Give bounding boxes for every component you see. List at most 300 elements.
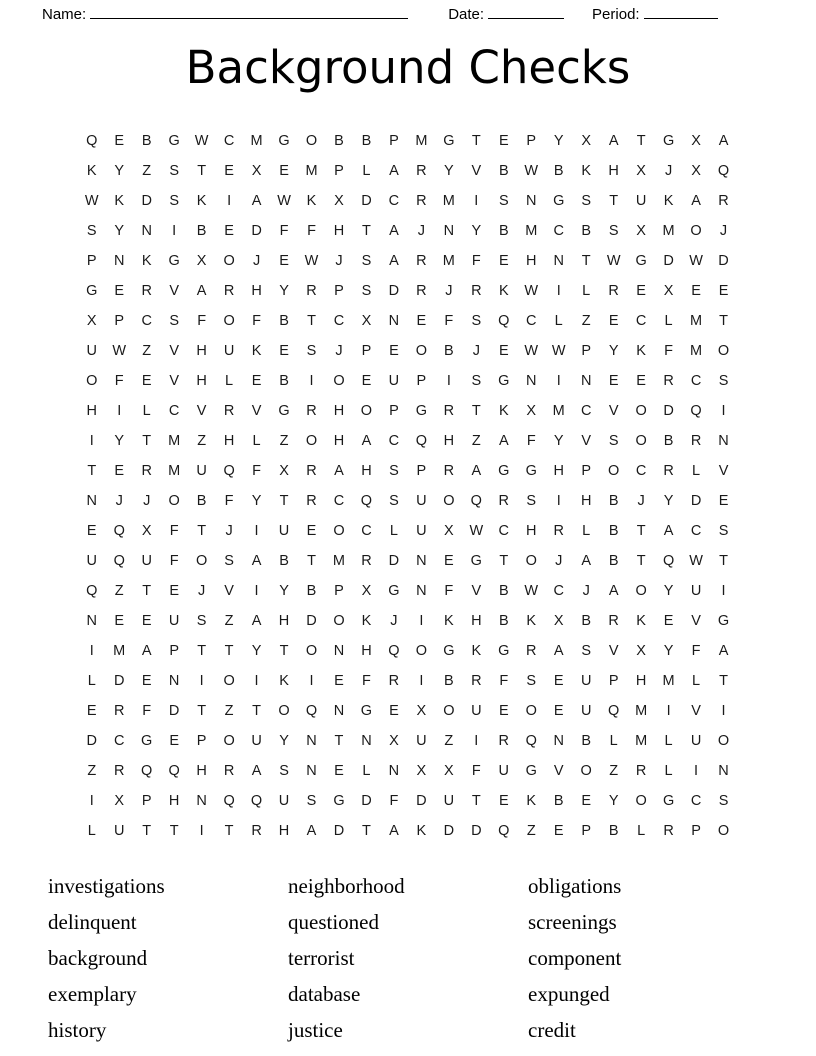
grid-cell[interactable]: E [141,613,153,629]
word-list-item[interactable]: investigations [48,874,165,898]
grid-cell[interactable]: Q [168,763,181,779]
grid-cell[interactable]: J [198,583,206,599]
grid-cell[interactable]: U [113,823,125,839]
word-list-item[interactable]: exemplary [48,982,137,1006]
grid-cell[interactable]: E [114,283,125,299]
grid-cell[interactable]: O [443,493,455,509]
grid-cell[interactable]: S [608,433,619,449]
grid-cell[interactable]: L [252,433,262,449]
grid-cell[interactable]: Y [444,163,455,179]
grid-cell[interactable]: I [556,493,562,509]
grid-cell[interactable]: O [360,403,373,419]
grid-cell[interactable]: X [691,163,702,179]
grid-cell[interactable]: P [581,463,592,479]
grid-cell[interactable]: P [526,133,537,149]
grid-cell[interactable]: Y [279,733,290,749]
grid-cell[interactable]: V [608,403,619,419]
grid-cell[interactable]: C [223,133,235,149]
grid-cell[interactable]: X [334,193,345,209]
grid-cell[interactable]: Q [662,553,675,569]
grid-cell[interactable]: E [361,373,372,389]
grid-cell[interactable]: D [306,613,318,629]
grid-cell[interactable]: M [305,163,319,179]
grid-cell[interactable]: D [416,793,428,809]
grid-cell[interactable]: I [254,583,260,599]
grid-cell[interactable]: G [141,733,153,749]
grid-cell[interactable]: I [446,373,452,389]
grid-cell[interactable]: V [224,583,235,599]
grid-cell[interactable]: D [690,493,702,509]
grid-cell[interactable]: K [498,403,510,419]
word-list-item[interactable]: expunged [528,982,610,1006]
grid-cell[interactable]: A [553,643,565,659]
grid-cell[interactable]: I [419,673,424,689]
grid-cell[interactable]: Q [498,313,510,329]
grid-cell[interactable]: F [444,313,454,329]
grid-cell[interactable]: L [142,403,152,419]
grid-cell[interactable]: J [225,523,234,539]
grid-cell[interactable]: B [581,613,592,629]
grid-cell[interactable]: E [114,463,125,479]
grid-cell[interactable]: N [86,493,98,509]
grid-cell[interactable]: U [278,793,290,809]
grid-cell[interactable]: B [279,313,290,329]
grid-cell[interactable]: K [663,193,674,209]
grid-cell[interactable]: H [361,463,373,479]
grid-cell[interactable]: T [279,643,289,659]
grid-cell[interactable]: V [169,343,180,359]
grid-cell[interactable]: J [335,253,344,269]
grid-cell[interactable]: H [196,373,208,389]
grid-cell[interactable]: E [498,133,510,149]
grid-cell[interactable]: Y [251,493,262,509]
grid-cell[interactable]: N [113,253,125,269]
grid-cell[interactable]: E [498,703,510,719]
grid-cell[interactable]: J [335,343,344,359]
grid-cell[interactable]: N [388,313,400,329]
grid-cell[interactable]: G [86,283,98,299]
grid-cell[interactable]: V [608,643,619,659]
grid-cell[interactable]: F [169,553,180,569]
grid-cell[interactable]: Q [717,163,730,179]
grid-cell[interactable]: M [552,403,566,419]
grid-cell[interactable]: O [635,583,648,599]
grid-cell[interactable]: A [389,253,400,269]
grid-cell[interactable]: E [608,313,619,329]
grid-cell[interactable]: Q [141,763,153,779]
grid-cell[interactable]: S [306,793,317,809]
grid-cell[interactable]: O [415,343,428,359]
grid-cell[interactable]: N [416,583,428,599]
grid-cell[interactable]: I [556,373,562,389]
grid-cell[interactable]: P [389,403,400,419]
grid-cell[interactable]: A [608,583,619,599]
grid-cell[interactable]: R [416,283,428,299]
grid-cell[interactable]: Z [581,313,592,329]
grid-cell[interactable]: A [718,643,729,659]
grid-cell[interactable]: S [581,193,592,209]
grid-cell[interactable]: T [609,193,619,209]
grid-cell[interactable]: Y [608,343,619,359]
grid-cell[interactable]: O [168,493,181,509]
grid-cell[interactable]: T [197,523,207,539]
word-list-item[interactable]: database [288,982,361,1006]
grid-cell[interactable]: I [721,583,727,599]
grid-cell[interactable]: E [86,523,98,539]
grid-cell[interactable]: B [608,523,619,539]
grid-cell[interactable]: X [141,523,153,539]
grid-cell[interactable]: E [691,283,702,299]
grid-cell[interactable]: T [197,643,207,659]
grid-cell[interactable]: Y [553,133,565,149]
grid-cell[interactable]: O [525,553,538,569]
grid-cell[interactable]: A [663,523,674,539]
grid-cell[interactable]: G [525,463,538,479]
grid-cell[interactable]: R [306,463,318,479]
grid-cell[interactable]: E [169,583,180,599]
grid-cell[interactable]: N [306,763,318,779]
word-list-item[interactable]: credit [528,1018,576,1042]
grid-cell[interactable]: H [251,283,263,299]
grid-cell[interactable]: P [416,463,427,479]
grid-cell[interactable]: Z [197,433,207,449]
grid-cell[interactable]: M [113,643,126,659]
grid-cell[interactable]: G [278,403,291,419]
grid-cell[interactable]: Q [113,553,126,569]
grid-cell[interactable]: D [141,193,153,209]
grid-cell[interactable]: I [309,373,315,389]
grid-cell[interactable]: P [608,673,619,689]
grid-cell[interactable]: H [278,613,290,629]
grid-cell[interactable]: N [361,733,373,749]
grid-cell[interactable]: X [444,523,455,539]
grid-cell[interactable]: M [662,673,676,689]
grid-cell[interactable]: R [113,703,125,719]
grid-cell[interactable]: B [498,583,510,599]
grid-cell[interactable]: T [471,133,482,149]
grid-cell[interactable]: W [689,553,704,569]
grid-cell[interactable]: I [172,223,177,239]
grid-cell[interactable]: E [553,703,565,719]
grid-cell[interactable]: X [86,313,98,329]
grid-cell[interactable]: Z [142,163,152,179]
grid-cell[interactable]: X [636,223,647,239]
grid-cell[interactable]: T [307,553,317,569]
grid-cell[interactable]: Y [663,643,674,659]
grid-cell[interactable]: K [444,613,455,629]
grid-cell[interactable]: F [224,493,235,509]
grid-cell[interactable]: K [279,673,290,689]
grid-cell[interactable]: E [718,283,729,299]
grid-cell[interactable]: A [389,823,400,839]
grid-cell[interactable]: B [581,223,592,239]
grid-cell[interactable]: Z [142,343,152,359]
grid-cell[interactable]: P [691,823,702,839]
grid-cell[interactable]: P [334,283,345,299]
grid-cell[interactable]: S [471,373,482,389]
grid-cell[interactable]: W [304,253,319,269]
grid-cell[interactable]: U [388,373,400,389]
grid-cell[interactable]: M [168,463,181,479]
grid-cell[interactable]: C [553,583,565,599]
grid-cell[interactable]: H [333,433,345,449]
grid-cell[interactable]: E [663,613,674,629]
grid-cell[interactable]: E [334,763,345,779]
grid-cell[interactable]: C [168,403,180,419]
grid-cell[interactable]: Z [87,763,97,779]
grid-cell[interactable]: R [416,253,428,269]
grid-cell[interactable]: O [635,793,648,809]
grid-cell[interactable]: R [306,283,318,299]
grid-cell[interactable]: Q [360,493,373,509]
grid-cell[interactable]: T [169,823,180,839]
grid-cell[interactable]: C [580,403,592,419]
grid-cell[interactable]: E [553,823,565,839]
grid-cell[interactable]: X [196,253,207,269]
grid-cell[interactable]: M [525,223,538,239]
grid-cell[interactable]: O [525,703,538,719]
grid-cell[interactable]: O [195,553,208,569]
grid-cell[interactable]: X [553,613,565,629]
grid-cell[interactable]: F [142,703,152,719]
grid-cell[interactable]: D [333,823,345,839]
grid-cell[interactable]: G [360,703,373,719]
grid-cell[interactable]: M [662,223,676,239]
grid-cell[interactable]: K [498,283,510,299]
grid-cell[interactable]: N [86,613,98,629]
grid-cell[interactable]: R [471,673,483,689]
grid-cell[interactable]: M [690,343,703,359]
grid-cell[interactable]: O [223,733,236,749]
grid-cell[interactable]: V [471,583,482,599]
grid-cell[interactable]: T [471,403,482,419]
grid-cell[interactable]: U [86,343,98,359]
grid-cell[interactable]: R [141,283,153,299]
grid-cell[interactable]: E [718,493,729,509]
grid-cell[interactable]: P [334,163,345,179]
grid-cell[interactable]: L [637,823,646,839]
grid-cell[interactable]: M [635,733,648,749]
grid-cell[interactable]: Q [305,703,318,719]
grid-cell[interactable]: Z [609,763,619,779]
grid-cell[interactable]: E [169,733,180,749]
grid-cell[interactable]: B [663,433,674,449]
grid-cell[interactable]: E [498,253,510,269]
grid-cell[interactable]: G [333,793,346,809]
grid-cell[interactable]: P [581,823,592,839]
grid-cell[interactable]: M [415,133,428,149]
grid-cell[interactable]: K [306,193,317,209]
grid-cell[interactable]: T [362,823,372,839]
grid-cell[interactable]: L [362,163,371,179]
grid-cell[interactable]: V [691,613,702,629]
grid-cell[interactable]: A [389,163,400,179]
grid-cell[interactable]: E [114,133,125,149]
grid-cell[interactable]: R [251,823,263,839]
grid-cell[interactable]: W [524,343,539,359]
grid-cell[interactable]: R [635,763,647,779]
grid-cell[interactable]: I [227,193,232,209]
grid-cell[interactable]: O [635,433,648,449]
grid-cell[interactable]: H [223,433,235,449]
grid-cell[interactable]: A [608,133,619,149]
grid-cell[interactable]: X [663,283,674,299]
grid-cell[interactable]: U [416,733,428,749]
grid-cell[interactable]: Q [525,733,538,749]
grid-cell[interactable]: X [279,463,290,479]
grid-cell[interactable]: F [471,763,482,779]
grid-cell[interactable]: J [143,493,151,509]
grid-cell[interactable]: F [664,343,674,359]
grid-cell[interactable]: J [417,223,426,239]
grid-cell[interactable]: U [251,733,263,749]
grid-cell[interactable]: H [443,433,455,449]
grid-cell[interactable]: V [718,463,729,479]
grid-cell[interactable]: E [636,373,647,389]
grid-cell[interactable]: G [662,133,675,149]
grid-cell[interactable]: W [277,193,292,209]
grid-cell[interactable]: M [442,193,456,209]
grid-cell[interactable]: O [333,523,346,539]
grid-cell[interactable]: N [306,733,318,749]
grid-cell[interactable]: U [690,583,702,599]
grid-cell[interactable]: V [196,403,207,419]
grid-cell[interactable]: R [443,463,455,479]
grid-cell[interactable]: I [117,403,122,419]
grid-cell[interactable]: O [608,463,620,479]
grid-cell[interactable]: E [444,553,455,569]
grid-cell[interactable]: X [389,733,400,749]
grid-cell[interactable]: L [692,673,701,689]
grid-cell[interactable]: X [636,163,647,179]
grid-cell[interactable]: U [498,763,510,779]
grid-cell[interactable]: S [361,283,372,299]
word-list-item[interactable]: obligations [528,874,622,898]
grid-cell[interactable]: H [196,763,208,779]
grid-cell[interactable]: Y [553,433,565,449]
grid-cell[interactable]: R [388,673,400,689]
grid-cell[interactable]: F [114,373,125,389]
grid-cell[interactable]: O [86,373,98,389]
grid-cell[interactable]: S [279,763,290,779]
grid-cell[interactable]: K [361,613,372,629]
grid-cell[interactable]: E [306,523,317,539]
grid-cell[interactable]: B [608,553,619,569]
grid-cell[interactable]: P [86,253,98,269]
grid-cell[interactable]: G [498,643,510,659]
grid-cell[interactable]: H [608,163,620,179]
word-list-item[interactable]: component [528,946,622,970]
grid-cell[interactable]: G [278,133,291,149]
grid-cell[interactable]: O [690,223,703,239]
grid-cell[interactable]: I [721,403,727,419]
grid-cell[interactable]: D [663,253,675,269]
grid-cell[interactable]: K [86,163,98,179]
grid-cell[interactable]: Q [86,583,98,599]
grid-cell[interactable]: D [388,553,400,569]
grid-cell[interactable]: X [444,763,455,779]
grid-cell[interactable]: W [551,343,567,359]
grid-cell[interactable]: C [635,463,647,479]
grid-cell[interactable]: U [223,343,235,359]
grid-cell[interactable]: H [196,343,208,359]
grid-cell[interactable]: L [609,733,619,749]
grid-cell[interactable]: G [717,613,730,629]
grid-cell[interactable]: D [361,193,373,209]
grid-cell[interactable]: X [416,763,427,779]
grid-cell[interactable]: P [389,133,400,149]
grid-cell[interactable]: O [223,313,236,329]
grid-cell[interactable]: K [114,193,125,209]
grid-cell[interactable]: P [169,643,180,659]
name-input-line[interactable] [90,6,408,19]
grid-cell[interactable]: T [307,313,317,329]
grid-cell[interactable]: K [196,193,207,209]
grid-cell[interactable]: T [142,433,152,449]
grid-cell[interactable]: S [86,223,98,239]
grid-cell[interactable]: E [608,373,619,389]
grid-cell[interactable]: F [252,463,262,479]
grid-cell[interactable]: N [443,223,455,239]
grid-cell[interactable]: T [719,553,729,569]
grid-cell[interactable]: S [306,343,317,359]
grid-cell[interactable]: B [196,223,207,239]
grid-cell[interactable]: R [498,493,510,509]
grid-cell[interactable]: Q [498,823,510,839]
grid-cell[interactable]: L [582,283,591,299]
grid-cell[interactable]: G [388,583,401,599]
grid-cell[interactable]: R [663,373,675,389]
grid-cell[interactable]: C [690,523,702,539]
grid-cell[interactable]: T [499,553,509,569]
grid-cell[interactable]: C [333,313,345,329]
grid-cell[interactable]: E [279,163,290,179]
grid-cell[interactable]: W [689,253,704,269]
grid-cell[interactable]: T [719,673,729,689]
grid-cell[interactable]: K [526,793,537,809]
grid-cell[interactable]: E [279,343,290,359]
grid-cell[interactable]: D [443,823,455,839]
grid-cell[interactable]: A [251,763,262,779]
grid-cell[interactable]: E [86,703,98,719]
grid-cell[interactable]: W [524,283,539,299]
grid-cell[interactable]: M [332,553,346,569]
grid-cell[interactable]: X [251,163,262,179]
grid-cell[interactable]: E [114,613,125,629]
grid-cell[interactable]: K [416,823,427,839]
grid-cell[interactable]: A [251,613,262,629]
grid-cell[interactable]: D [471,823,483,839]
grid-cell[interactable]: Y [251,643,262,659]
grid-cell[interactable]: I [199,673,205,689]
grid-cell[interactable]: S [169,193,180,209]
grid-cell[interactable]: A [718,133,729,149]
grid-cell[interactable]: U [196,463,208,479]
grid-cell[interactable]: U [580,703,592,719]
word-list-item[interactable]: history [48,1018,107,1042]
grid-cell[interactable]: W [84,193,100,209]
grid-cell[interactable]: F [526,433,537,449]
grid-cell[interactable]: P [416,373,427,389]
grid-cell[interactable]: G [168,133,181,149]
grid-cell[interactable]: E [224,223,235,239]
grid-cell[interactable]: Q [388,643,401,659]
grid-cell[interactable]: I [254,673,260,689]
grid-cell[interactable]: E [334,673,345,689]
grid-cell[interactable]: X [416,703,427,719]
grid-cell[interactable]: O [717,733,730,749]
grid-cell[interactable]: N [718,763,730,779]
